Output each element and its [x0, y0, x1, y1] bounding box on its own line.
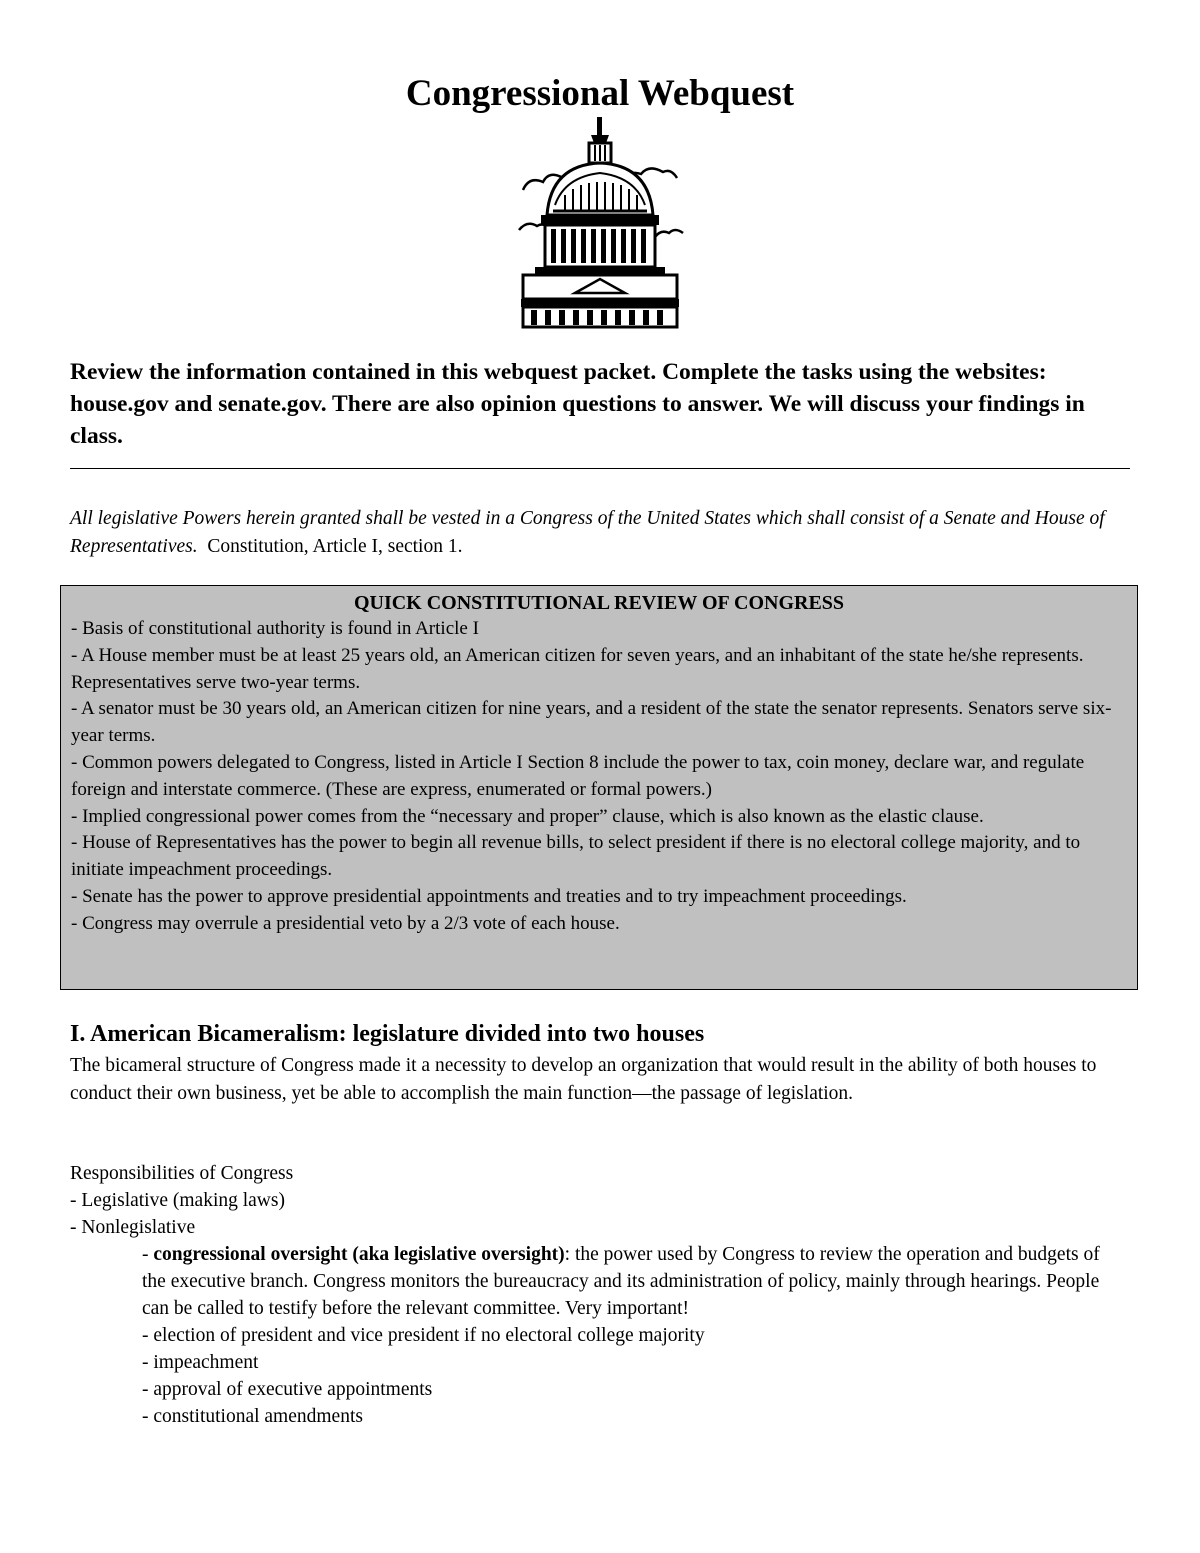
review-item: - Basis of constitutional authority is found in Article I: [71, 618, 479, 639]
oversight-item: [142, 1241, 1102, 1322]
nonlegislative-item: - election of president and vice president if no electoral college majority: [142, 1325, 705, 1346]
quote-text: All legislative Powers herein granted shall be vested in a Congress of the United States which shall consist of a Senate and House of Representatives.: [70, 508, 1105, 557]
review-item: - A senator must be 30 years old, an American citizen for nine years, and a resident of the state the senator represents. Senators serve six-year terms.: [71, 698, 1112, 747]
review-item: - A House member must be at least 25 years old, an American citizen for seven years, and an inhabitant of the state he/she represents. Representatives serve two-year terms.: [71, 644, 1084, 693]
responsibility-item: - Legislative (making laws): [70, 1190, 285, 1211]
review-item: - Senate has the power to approve presidential appointments and treaties and to try impeachment proceedings.: [71, 885, 907, 907]
constitutional-review-box: [60, 585, 1138, 990]
page-title: Congressional Webquest: [405, 73, 795, 114]
horizontal-divider: [70, 468, 1130, 469]
oversight-term: congressional oversight (aka legislative oversight): [153, 1244, 565, 1265]
review-item: - Implied congressional power comes from the “necessary and proper” clause, which is also known as the elastic clause.: [71, 805, 984, 827]
review-item: - Common powers delegated to Congress, listed in Article I Section 8 include the power to tax, coin money, declare war, and regulate foreign and interstate commerce. (These are express, enumerated or formal powers.): [71, 751, 1085, 800]
section-paragraph: The bicameral structure of Congress made it a necessity to develop an organization that would result in the ability of both houses to conduct their own business, yet be able to accomplish the main function—the passage of legislation.: [70, 1055, 1097, 1104]
intro-instructions: Review the information contained in this webquest packet. Complete the tasks using the websites: house.gov and senate.gov. There are also opinion questions to answer. We will discuss your findings in class.: [70, 359, 1085, 449]
review-item: - Congress may overrule a presidential veto by a 2/3 vote of each house.: [71, 912, 620, 934]
constitution-quote: [70, 505, 1140, 561]
oversight-definition: : the power used by Congress to review the operation and budgets of the executive branch. Congress monitors the bureaucracy and its administration of policy, mainly through hearings. People can be called to testify before the relevant committee. Very important!: [142, 1244, 1100, 1319]
responsibilities-heading: Responsibilities of Congress: [70, 1163, 294, 1184]
review-item: - House of Representatives has the power to begin all revenue bills, to select president if there is no electoral college majority, and to initiate impeachment proceedings.: [71, 832, 1081, 881]
section-heading: I. American Bicameralism: legislature divided into two houses: [70, 1021, 705, 1047]
oversight-prefix: -: [142, 1244, 154, 1265]
review-list: [71, 616, 1131, 938]
quote-citation: Constitution, Article I, section 1.: [207, 536, 463, 557]
nonlegislative-item: - constitutional amendments: [142, 1406, 363, 1427]
responsibility-item: - Nonlegislative: [70, 1217, 196, 1238]
responsibilities-list: [70, 1160, 1130, 1241]
nonlegislative-list: [142, 1241, 1102, 1430]
nonlegislative-item: - approval of executive appointments: [142, 1379, 433, 1400]
nonlegislative-item: - impeachment: [142, 1352, 259, 1373]
review-box-title: QUICK CONSTITUTIONAL REVIEW OF CONGRESS: [353, 592, 845, 614]
capitol-dome-icon: [515, 115, 685, 330]
